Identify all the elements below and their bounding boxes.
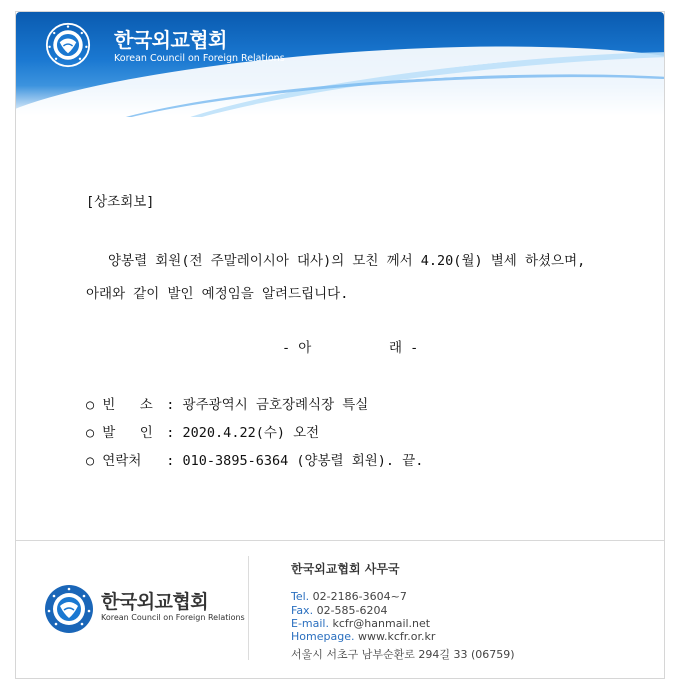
contact-tel xyxy=(291,590,407,603)
footer-vertical-divider xyxy=(248,556,249,660)
center-heading-left: - 아 xyxy=(282,340,312,356)
center-heading-right: 래 - xyxy=(389,340,419,356)
header-org-name-en: Korean Council on Foreign Relations xyxy=(114,53,285,64)
tel-label: Tel. xyxy=(291,590,310,603)
homepage-label: Homepage. xyxy=(291,630,355,643)
fax-label: Fax. xyxy=(291,604,314,617)
detail-label: 빈 소 xyxy=(102,397,153,413)
email-header-banner xyxy=(16,12,664,117)
detail-row-contact: ○ 연락처 : 010-3895-6364 (양봉렬 회원). 끝. xyxy=(86,449,423,469)
homepage-link[interactable]: www.kcfr.or.kr xyxy=(357,630,436,643)
office-title: 한국외교협회 사무국 xyxy=(291,562,400,576)
office-address: 서울시 서초구 남부순환로 294길 33 (06759) xyxy=(291,648,515,661)
detail-value: 010-3895-6364 (양봉렬 회원). 끝. xyxy=(182,453,424,469)
bullet-circle-icon: ○ xyxy=(86,397,95,413)
header-org-name-ko: 한국외교협회 xyxy=(114,28,227,52)
contact-homepage xyxy=(291,630,435,643)
bullet-circle-icon: ○ xyxy=(86,425,95,441)
notice-paragraph-line-2: 아래와 같이 발인 예정임을 알려드립니다. xyxy=(86,286,349,302)
contact-fax xyxy=(291,604,388,617)
detail-row-departure: ○ 발 인 : 2020.4.22(수) 오전 xyxy=(86,421,319,441)
notice-paragraph-line-1: 양봉렬 회원(전 주말레이시아 대사)의 모친 께서 4.20(월) 별세 하셨으며, xyxy=(108,253,586,269)
detail-row-venue: ○ 빈 소 : 광주광역시 금호장례식장 특실 xyxy=(86,393,368,413)
fax-value: 02-585-6204 xyxy=(316,604,388,617)
bullet-circle-icon: ○ xyxy=(86,453,95,469)
detail-value: 2020.4.22(수) 오전 xyxy=(182,425,320,441)
footer-org-name-ko: 한국외교협회 xyxy=(101,591,209,613)
footer-divider xyxy=(16,540,664,541)
tel-value: 02-2186-3604~7 xyxy=(312,590,407,603)
detail-value: 광주광역시 금호장례식장 특실 xyxy=(182,397,369,413)
email-label: E-mail. xyxy=(291,617,329,630)
detail-label: 연락처 xyxy=(102,453,142,469)
detail-label: 발 인 xyxy=(102,425,153,441)
kcfr-emblem-icon xyxy=(45,22,91,68)
kcfr-emblem-icon xyxy=(44,584,94,634)
notice-title: [상조회보] xyxy=(86,194,155,210)
footer-org-name-en: Korean Council on Foreign Relations xyxy=(101,613,245,622)
email-link[interactable]: kcfr@hanmail.net xyxy=(332,617,431,630)
contact-email xyxy=(291,617,430,630)
